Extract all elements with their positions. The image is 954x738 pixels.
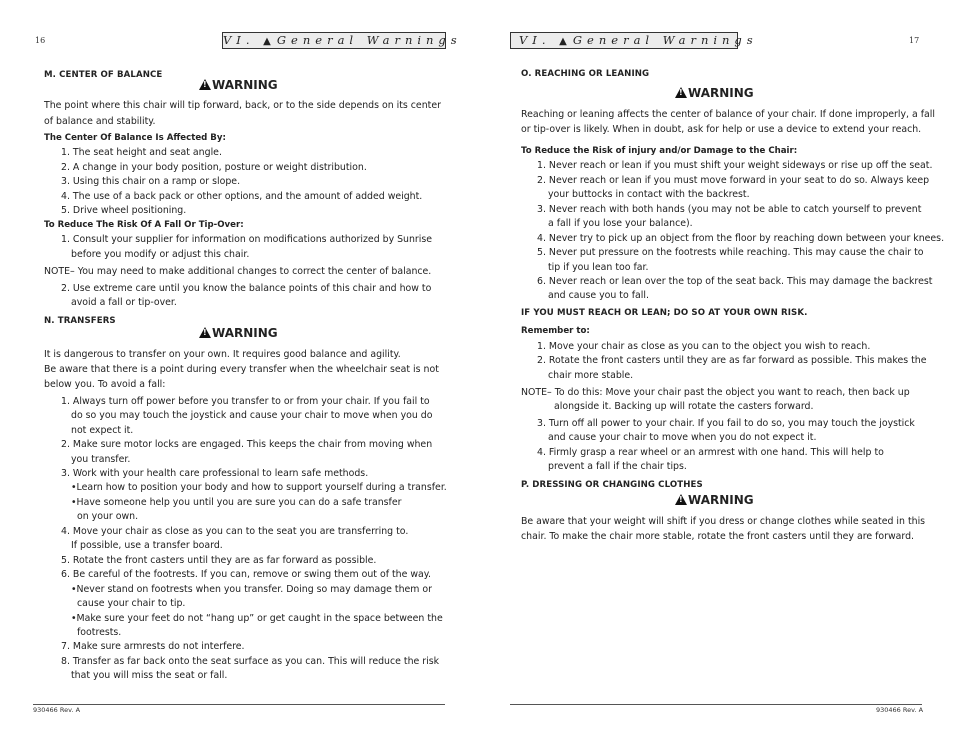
bullet-item: •Make sure your feet do not “hang up” or get caught in the space between the — [71, 613, 443, 624]
list-item: 6. Never reach or lean over the top of the seat back. This may damage the backrest — [537, 276, 933, 287]
header-title: General Warnings — [276, 33, 462, 47]
list-item: 2. Make sure motor locks are engaged. This keeps the chair from moving when — [61, 439, 433, 450]
note: alongside it. Backing up will rotate the casters forward. — [554, 401, 814, 412]
list-item: 3. Never reach with both hands (you may not be able to catch yourself to prevent — [537, 204, 922, 215]
bullet-item: •Have someone help you until you are sure you can do a safe transfer — [71, 497, 402, 508]
page-number: 17 — [909, 36, 920, 45]
list-item: avoid a fall or tip-over. — [71, 297, 177, 308]
text-line: Reaching or leaning affects the center of balance of your chair. If done improperly, a fall — [521, 109, 935, 120]
warning-label: !WARNING — [199, 326, 278, 340]
list-item: 5. Never put pressure on the footrests while reaching. This may cause the chair to — [537, 247, 924, 258]
bullet-item: on your own. — [77, 511, 139, 522]
text-line: It is dangerous to transfer on your own. It requires good balance and agility. — [44, 349, 401, 360]
text-line: below you. To avoid a fall: — [44, 379, 166, 390]
section-heading: M. CENTER OF BALANCE — [44, 70, 163, 80]
list-item: 4. The use of a back pack or other options, and the amount of added weight. — [61, 191, 423, 202]
list-item: 1. Always turn off power before you transfer to or from your chair. If you fail to — [61, 396, 430, 407]
text-line: Be aware that there is a point during every transfer when the wheelchair seat is not — [44, 364, 439, 375]
section-heading: N. TRANSFERS — [44, 316, 116, 326]
list-item: 2. Never reach or lean if you must move forward in your seat to do so. Always keep — [537, 175, 930, 186]
warning-icon — [199, 327, 211, 338]
list-item: and cause you to fall. — [548, 290, 649, 301]
list-item: 2. Rotate the front casters until they are as far forward as possible. This makes the — [537, 355, 927, 366]
list-item: 5. Drive wheel positioning. — [61, 205, 187, 216]
note: NOTE– You may need to make additional changes to correct the center of balance. — [44, 266, 432, 277]
section-header — [510, 32, 758, 49]
list-item: 6. Be careful of the footrests. If you can, remove or swing them out of the way. — [61, 569, 431, 580]
list-item: chair more stable. — [548, 370, 634, 381]
list-item: you transfer. — [71, 454, 131, 465]
list-item: 4. Move your chair as close as you can to the seat you are transferring to. — [61, 526, 409, 537]
list-item: your buttocks in contact with the backrest. — [548, 189, 750, 200]
list-item: 3. Using this chair on a ramp or slope. — [61, 176, 241, 187]
list-item: do so you may touch the joystick and cause your chair to move when you do — [71, 410, 433, 421]
text-line: or tip-over is likely. When in doubt, ask for help or use a device to extend your reach. — [521, 124, 922, 135]
list-item: 2. A change in your body position, posture or weight distribution. — [61, 162, 367, 173]
list-item: 2. Use extreme care until you know the balance points of this chair and how to — [61, 283, 432, 294]
footer-rule — [33, 704, 445, 705]
list-item: 5. Rotate the front casters until they are as far forward as possible. — [61, 555, 377, 566]
list-item: prevent a fall if the chair tips. — [548, 461, 687, 472]
subheading: The Center Of Balance Is Affected By: — [44, 133, 226, 143]
subheading: To Reduce The Risk Of A Fall Or Tip-Over: — [44, 220, 244, 230]
text-line: chair. To make the chair more stable, rotate the front casters until they are forward. — [521, 531, 915, 542]
page-number: 16 — [35, 36, 46, 45]
list-item: 8. Transfer as far back onto the seat surface as you can. This will reduce the risk — [61, 656, 440, 667]
bullet-item: cause your chair to tip. — [77, 598, 186, 609]
list-item: 4. Never try to pick up an object from the floor by reaching down between your knees. — [537, 233, 945, 244]
header-roman: VI. — [223, 33, 255, 47]
text-line: of balance and stability. — [44, 116, 156, 127]
subheading: To Reduce the Risk of injury and/or Damage to the Chair: — [521, 146, 798, 156]
list-item: 1. Never reach or lean if you must shift your weight sideways or rise up off the seat. — [537, 160, 933, 171]
header-roman: VI. — [519, 33, 551, 47]
list-item: tip if you lean too far. — [548, 262, 649, 273]
list-item: 3. Turn off all power to your chair. If you fail to do so, you may touch the joystick — [537, 418, 915, 429]
warning-icon — [199, 79, 211, 90]
footer-rule — [510, 704, 922, 705]
list-item: that you will miss the seat or fall. — [71, 670, 228, 681]
list-item: and cause your chair to move when you do not expect it. — [548, 432, 817, 443]
warning-icon — [675, 87, 687, 98]
list-item: a fall if you lose your balance). — [548, 218, 693, 229]
section-heading: P. DRESSING OR CHANGING CLOTHES — [521, 480, 703, 490]
section-header — [222, 32, 462, 49]
bullet-item: •Learn how to position your body and how to support yourself during a transfer. — [71, 482, 447, 493]
list-item: before you modify or adjust this chair. — [71, 249, 250, 260]
list-item: 7. Make sure armrests do not interfere. — [61, 641, 245, 652]
right-page — [477, 0, 954, 738]
warning-label: !WARNING — [199, 78, 278, 92]
list-item: 1. Consult your supplier for information on modifications authorized by Sunrise — [61, 234, 433, 245]
list-item: not expect it. — [71, 425, 134, 436]
list-item: 3. Work with your health care professional to learn safe methods. — [61, 468, 369, 479]
text-line: The point where this chair will tip forward, back, or to the side depends on its center — [44, 100, 441, 111]
list-item: 4. Firmly grasp a rear wheel or an armrest with one hand. This will help to — [537, 447, 884, 458]
text-line: Be aware that your weight will shift if you dress or change clothes while seated in this — [521, 516, 926, 527]
list-item: If possible, use a transfer board. — [71, 540, 223, 551]
warning-icon — [675, 494, 687, 505]
list-item: 1. The seat height and seat angle. — [61, 147, 222, 158]
warning-triangle-icon: ▲ — [559, 36, 567, 47]
list-item: 1. Move your chair as close as you can to the object you wish to reach. — [537, 341, 871, 352]
bullet-item: •Never stand on footrests when you transfer. Doing so may damage them or — [71, 584, 433, 595]
bullet-item: footrests. — [77, 627, 122, 638]
section-heading: O. REACHING OR LEANING — [521, 69, 650, 79]
subheading: Remember to: — [521, 326, 590, 336]
note: NOTE– To do this: Move your chair past the object you want to reach, then back up — [521, 387, 910, 398]
warning-label: !WARNING — [675, 493, 754, 507]
footer-text: 930466 Rev. A — [876, 706, 924, 714]
footer-text: 930466 Rev. A — [33, 706, 81, 714]
risk-statement: IF YOU MUST REACH OR LEAN; DO SO AT YOUR OWN RISK. — [521, 308, 808, 318]
warning-triangle-icon: ▲ — [263, 36, 271, 47]
warning-label: !WARNING — [675, 86, 754, 100]
header-title: General Warnings — [572, 33, 758, 47]
